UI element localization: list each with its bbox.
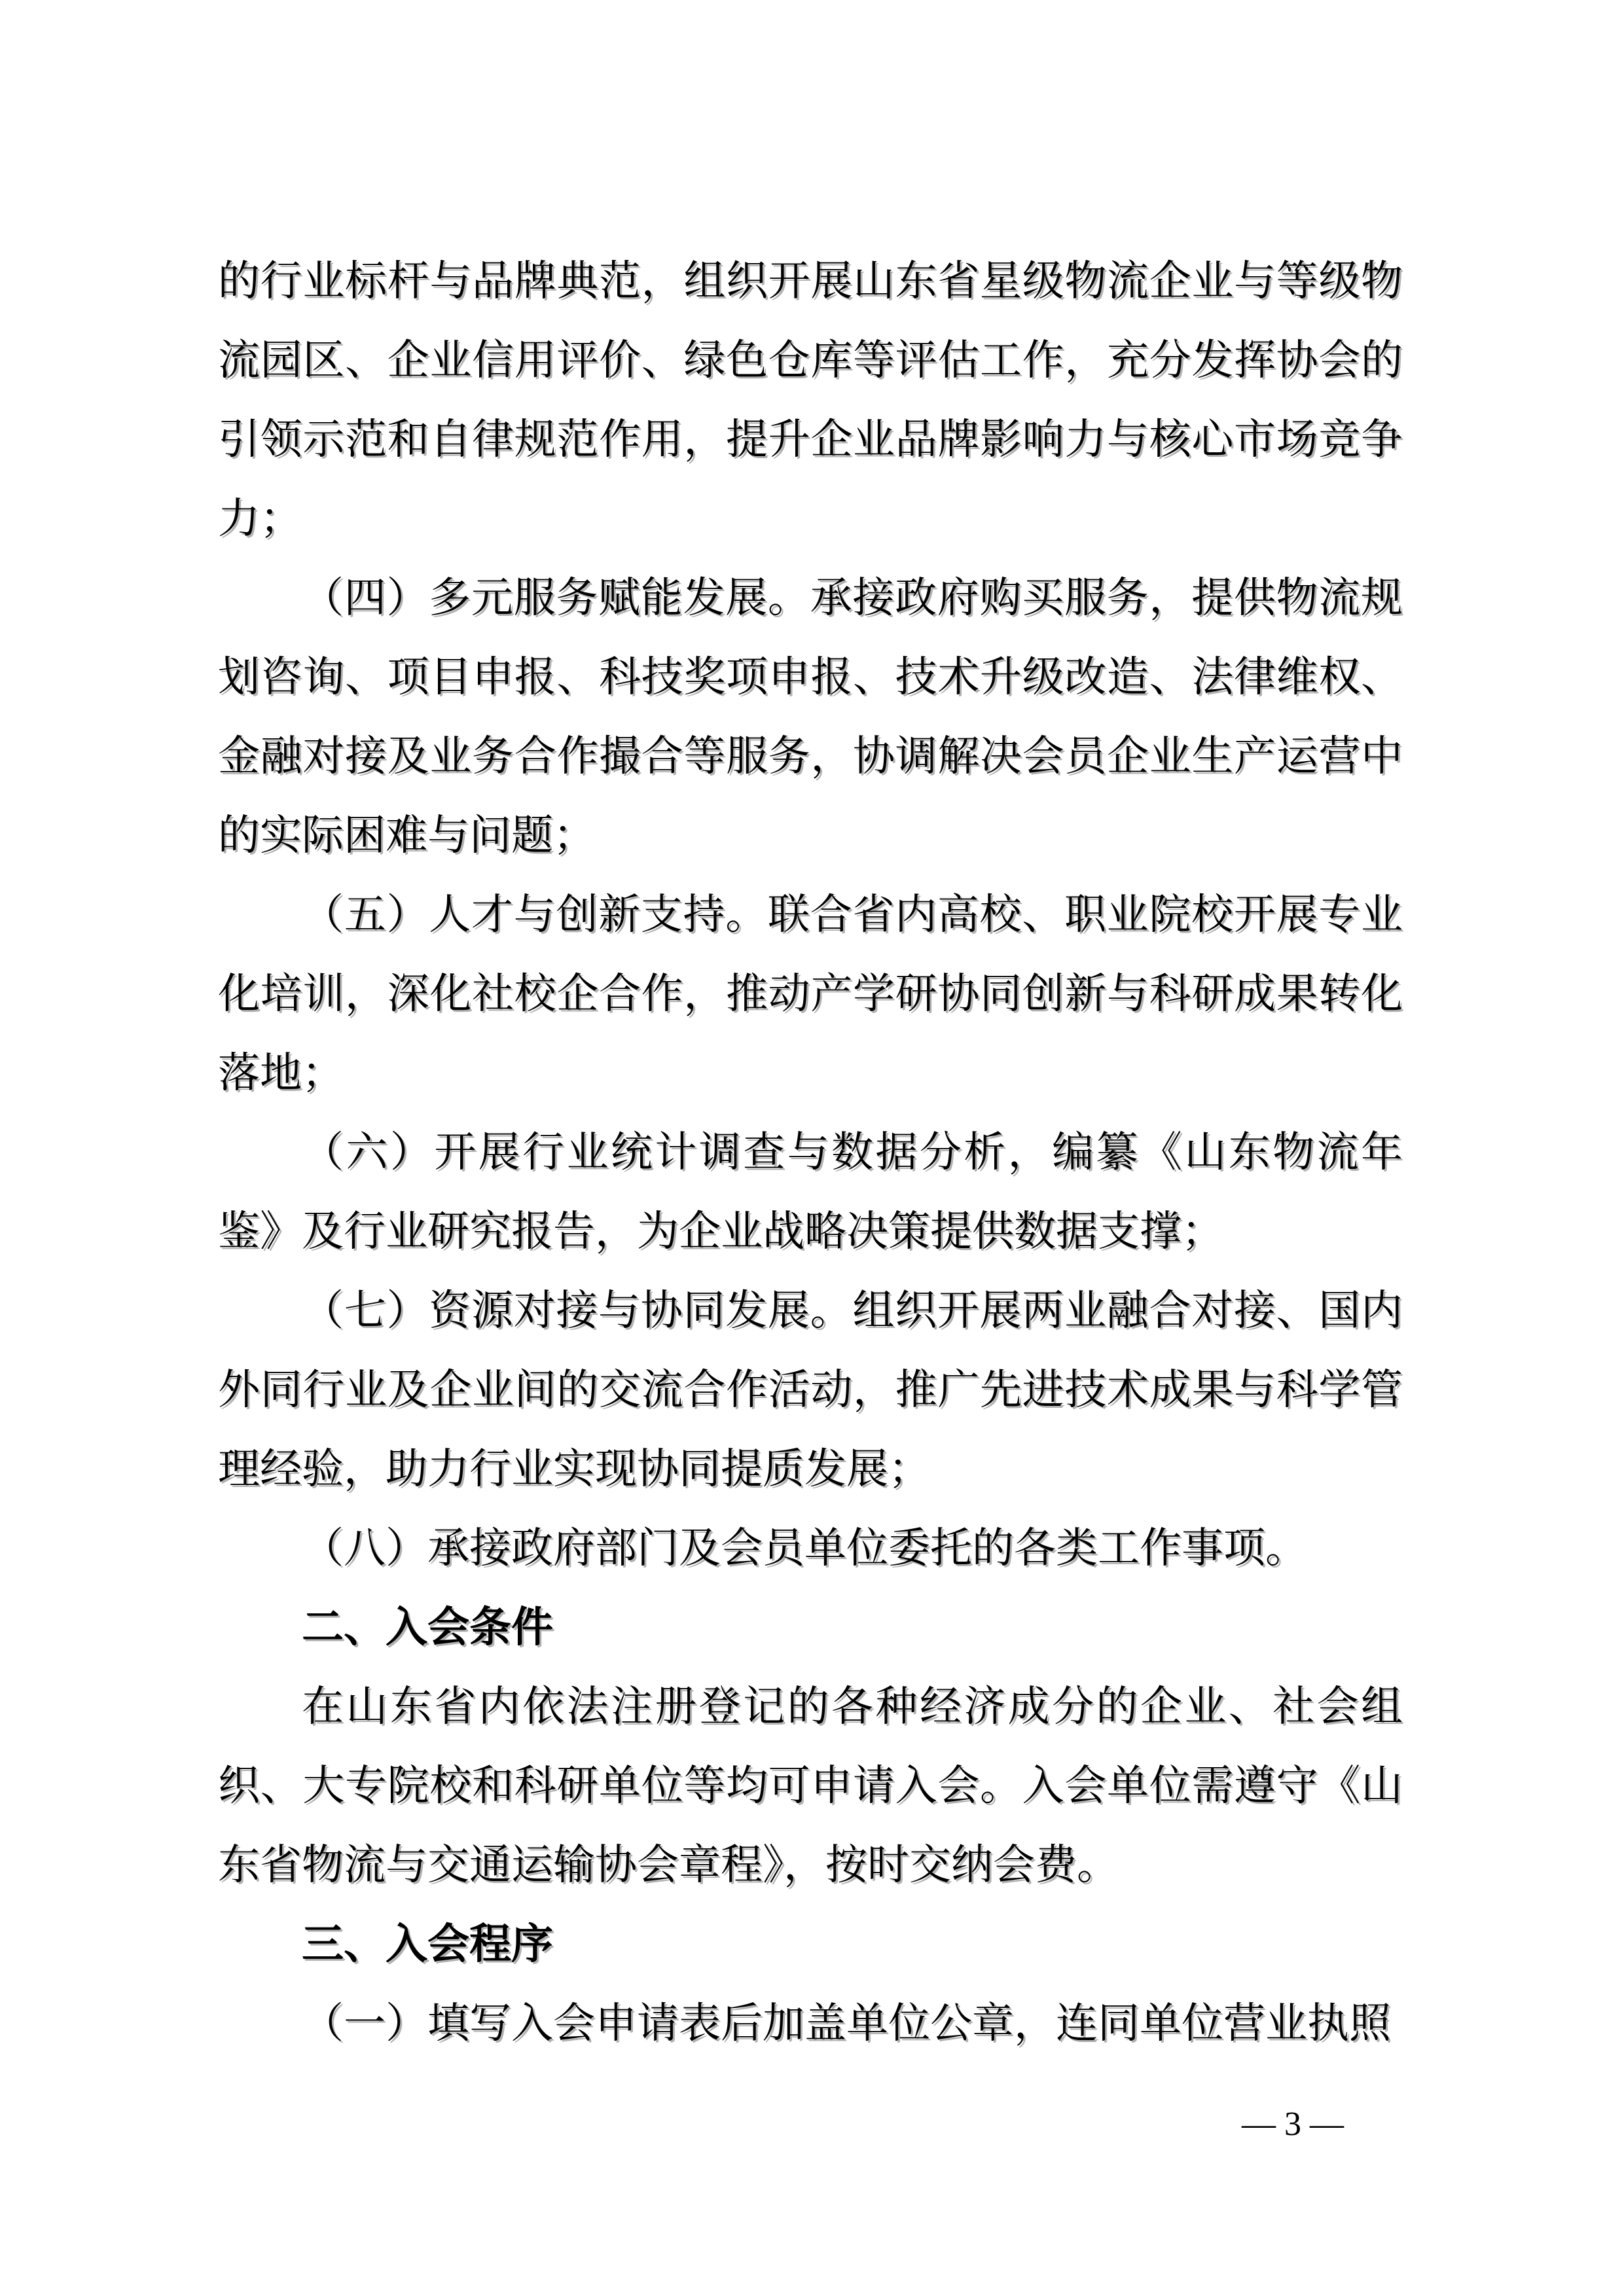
body-paragraph-item-8: （八）承接政府部门及会员单位委托的各类工作事项。 [302, 1525, 1307, 1571]
body-paragraph-procedure-step-1: （一）填写入会申请表后加盖单位公章，连同单位营业执照 [302, 2000, 1391, 2047]
document-body [218, 242, 1403, 2063]
page-number: — 3 — [1242, 2106, 1344, 2143]
body-paragraph-continued: 的行业标杆与品牌典范，组织开展山东省星级物流企业与等级物流园区、企业信用评价、绿色仓库等评估工作，充分发挥协会的引领示范和自律规范作用，提升企业品牌影响力与核心市场竞争力； [218, 258, 1403, 542]
body-paragraph-item-5: （五）人才与创新支持。联合省内高校、职业院校开展专业化培训，深化社校企合作，推动产学研协同创新与科研成果转化落地； [218, 891, 1403, 1096]
body-paragraph-conditions: 在山东省内依法注册登记的各种经济成分的企业、社会组织、大专院校和科研单位等均可申请入会。入会单位需遵守《山东省物流与交通运输协会章程》，按时交纳会费。 [218, 1683, 1403, 1888]
section-heading-membership-procedure: 三、入会程序 [302, 1920, 553, 1967]
body-paragraph-item-4: （四）多元服务赋能发展。承接政府购买服务，提供物流规划咨询、项目申报、科技奖项申报、技术升级改造、法律维权、金融对接及业务合作撮合等服务，协调解决会员企业生产运营中的实际困难与问题； [218, 575, 1403, 859]
body-paragraph-item-7: （七）资源对接与协同发展。组织开展两业融合对接、国内外同行业及企业间的交流合作活动，推广先进技术成果与科学管理经验，助力行业实现协同提质发展； [218, 1287, 1403, 1492]
body-paragraph-item-6: （六）开展行业统计调查与数据分析，编纂《山东物流年鉴》及行业研究报告，为企业战略决策提供数据支撑； [218, 1129, 1403, 1255]
section-heading-membership-conditions: 二、入会条件 [302, 1604, 553, 1651]
